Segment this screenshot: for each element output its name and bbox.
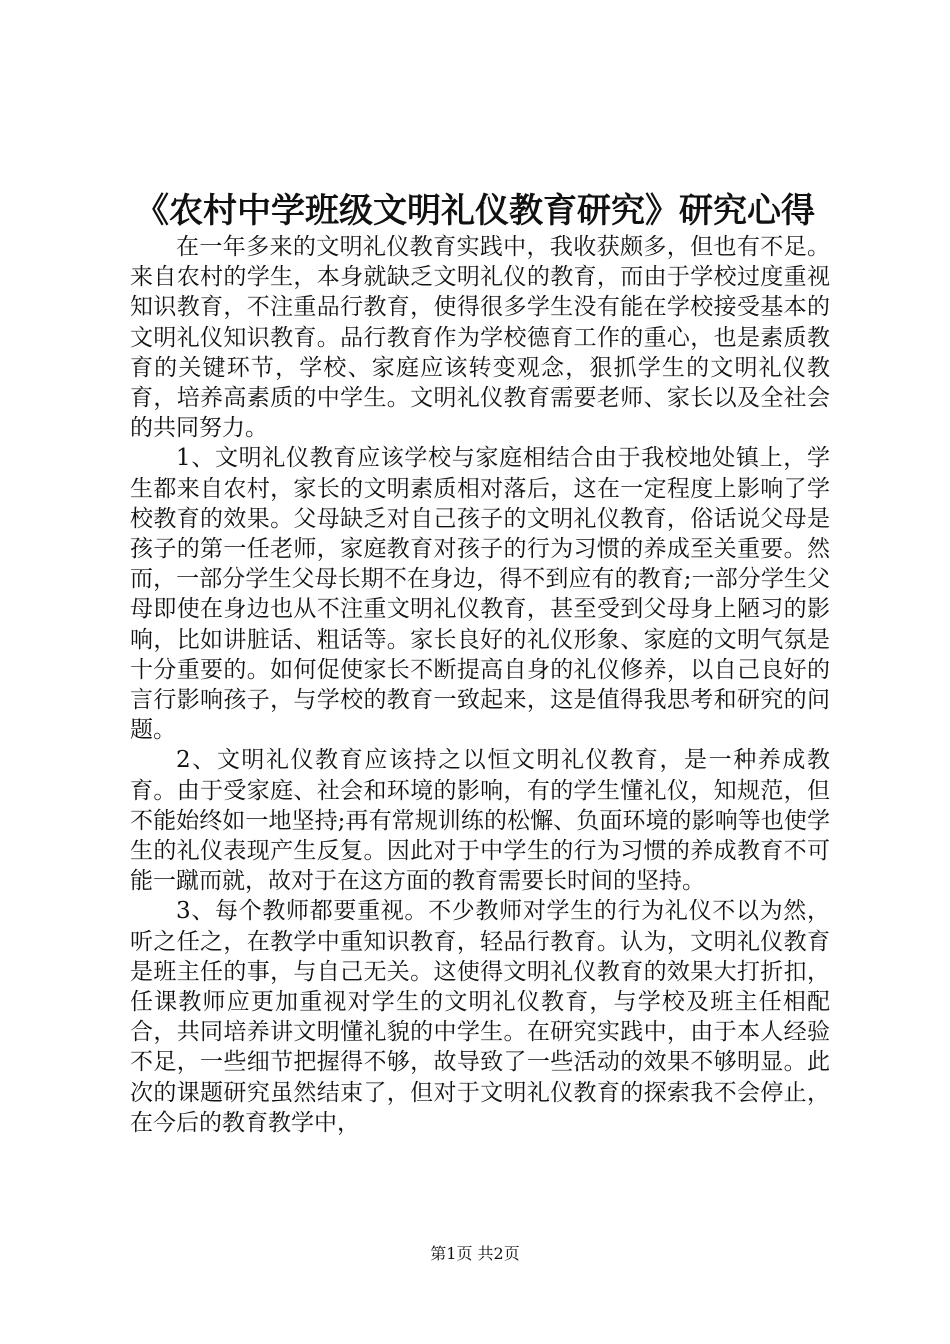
page-number-footer: 第1页 共2页 [430,1244,520,1263]
paragraph-intro: 在一年多来的文明礼仪教育实践中，我收获颇多，但也有不足。来自农村的学生，本身就缺乏文明礼仪的教育，而由于学校过度重视知识教育，不注重品行教育，使得很多学生没有能在学校接受基本的文明礼仪知识教育。品行教育作为学校德育工作的重心，也是素质教育的关键环节，学校、家庭应该转变观念，狠抓学生的文明礼仪教育，培养高素质的中学生。文明礼仪教育需要老师、家长以及全社会的共同努力。 [130,234,830,442]
document-body [130,232,830,1138]
paragraph-point-3: 3、每个教师都要重视。不少教师对学生的行为礼仪不以为然，听之任之，在教学中重知识教育，轻品行教育。认为，文明礼仪教育是班主任的事，与自己无关。这使得文明礼仪教育的效果大打折扣，任课教师应更加重视对学生的文明礼仪教育，与学校及班主任相配合，共同培养讲文明懂礼貌的中学生。在研究实践中，由于本人经验不足，一些细节把握得不够，故导致了一些活动的效果不够明显。此次的课题研究虽然结束了，但对于文明礼仪教育的探索我不会停止，在今后的教育教学中， [130,898,830,1136]
paragraph-point-2: 2、文明礼仪教育应该持之以恒文明礼仪教育，是一种养成教育。由于受家庭、社会和环境的影响，有的学生懂礼仪，知规范，但不能始终如一地坚持;再有常规训练的松懈、负面环境的影响等也使学生的礼仪表现产生反复。因此对于中学生的行为习惯的养成教育不可能一蹴而就，故对于在这方面的教育需要长时间的坚持。 [130,747,830,895]
document-title: 《农村中学班级文明礼仪教育研究》研究心得 [135,191,815,231]
paragraph-point-1: 1、文明礼仪教育应该学校与家庭相结合由于我校地处镇上，学生都来自农村，家长的文明素质相对落后，这在一定程度上影响了学校教育的效果。父母缺乏对自己孩子的文明礼仪教育，俗话说父母是孩子的第一任老师，家庭教育对孩子的行为习惯的养成至关重要。然而，一部分学生父母长期不在身边，得不到应有的教育;一部分学生父母即使在身边也从不注重文明礼仪教育，甚至受到父母身上陋习的影响，比如讲脏话、粗话等。家长良好的礼仪形象、家庭的文明气氛是十分重要的。如何促使家长不断提高自身的礼仪修养，以自己良好的言行影响孩子，与学校的教育一致起来，这是值得我思考和研究的问题。 [130,445,830,744]
